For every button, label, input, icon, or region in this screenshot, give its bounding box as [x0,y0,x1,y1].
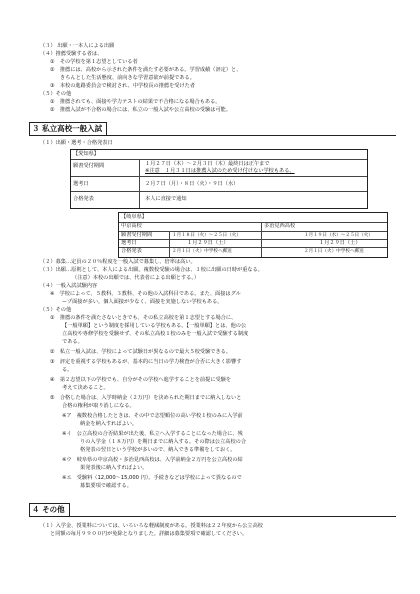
table-head: 願書受付期間 [121,232,153,238]
text-line: ※エ 受験料（12,000～15,000 円）。手続きなどは学校によって異なるので [62,475,242,481]
text-line: ② 推薦には、高校から示された条件を満たす必要がある。学習成績（評定）と、 [50,67,242,73]
table-label: 【愛知県】 [73,151,99,157]
text-line: りの入学金（１８万円）を期日までに納入する。その際は公立高校の合 [80,439,247,445]
text-line: ④ 第２志望以下の学校でも、自分がその学校へ進学することを前提に受験を [50,377,232,383]
text-line: ② 推薦入試が不合格の場合には、私立の一般入試や公立高校の受験は可能。 [50,107,232,113]
table-cell: １月２７日（木）～２月３日（木）最終日は正午まで [145,161,270,167]
table-cell: ２月１日（火）中学校へ郵送 [172,249,232,254]
text-line: ※ア 複数校合格したときは、その中で志望順位の高い学校１校のみに入学前 [62,413,243,419]
table-head: 選考日 [73,181,89,187]
section-heading: ３ 私立高校一般入試 [29,122,107,136]
text-line: ② 私立一般入試は、学校によって試験日が異なるので最大５校受験できる。 [50,349,232,355]
text-line: 【一般単願】という制度を採用している学校もある。【一般単願】とは、他の公 [62,323,247,329]
text-line: ③ 評定を重視する学校もあるが、基本的に当日の学力検査が合否に大きく影響す [50,359,242,365]
text-line: 納金を納入すればよい。 [80,421,138,427]
text-line: （３）出願…原則として、本人による出願。複数校受験の場合は、１校に出願の日時が重なる。 [40,267,263,273]
text-line: ⑤ 合格した場合は、入学時納金（２万円）を決められた期日までに納入しないと [50,395,242,401]
subsection-title: （１）出願・選考・合格発表日 [40,140,113,146]
text-line: 考えて決めること。 [62,385,109,391]
table-cell: 本人に直接で通知 [145,196,187,202]
text-line: 立高校や専修学校を受験せず、その私立高校１校のみを一般入試で受験する制度 [62,331,249,337]
table-head: 合格発表 [73,196,94,202]
text-line: 果発表後に納入すればよい。 [80,465,148,471]
table-label: 【岐阜県】 [121,214,147,220]
text-line: （１）入学金、授業料については、いろいろな軽減制度がある。授業料は２２年度から公立高校 [40,523,263,529]
text-line: ① その学校を第１志望としている者 [50,59,138,65]
text-line: ① 推薦されても、面接や学力テストの結果で不合格になる場合もある。 [50,99,221,105]
text-line: （２）募集…定員の２０％程度を一般入試で募集し、倍率は高い。 [40,259,196,265]
text-line: である。 [62,339,83,345]
section-rule [29,135,396,136]
section-heading: ４ その他 [29,503,70,517]
gifu-schedule-table [118,212,388,258]
text-line: 募集要項で確認する。 [80,483,132,489]
table-cell: １月１９日（水）～２５日（火） [304,233,373,238]
text-line: ※イ 公立高校の合否結果が出た後、私立へ入学することになった場合に、残 [62,431,243,437]
text-line: と同額の毎月９９００円が免除となりました。詳細は募集要項で確認してください。 [50,531,248,537]
text-line: （３） 出願・一本人による出願 [40,43,115,49]
section-rule [29,516,396,517]
text-line: （４）一般入試試験内容 [40,283,98,289]
text-line: きちんとした生活態度、前向きな学習意欲が前提である。 [60,75,195,81]
table-cell: ２月１日（火）中学校へ郵送 [304,249,364,254]
table-head: 願書受付期間 [73,163,105,169]
text-line: （４）推薦受験する者は、 [40,51,103,57]
aichi-schedule-table [70,149,368,209]
text-line: （注意）本校の出願では、代表者による出願とする。） [72,275,200,281]
table-cell: １月２９日（土） [319,240,361,246]
table-note: ※注意 １月３１日は推薦入試のため受け付けない学校もある。 [145,168,295,174]
table-cell: １月２９日（土） [187,240,229,246]
table-head: 合格発表 [121,248,142,254]
column-title: 多治見西高校 [264,223,296,229]
table-cell: ２月７日（月）・８日（火）・９日（水） [145,181,239,187]
text-line: る。 [62,367,73,373]
text-line: ③ 本校の進路委員会で検討され、中学校長の推薦を受けた者 [50,83,196,89]
text-line: 合格の権利が取り消しになる。 [62,403,135,409]
text-line: ※ウ 岐阜県の中京高校・多治見西高校は、入学前納金２万円を公立高校の結 [62,457,243,463]
text-line: （５）その他 [40,307,72,313]
text-line: ※ 学校によって、５教科、３教科、その他の入試科目である。また、面接はグル [50,291,241,297]
text-line: 格発表の翌日という学校が多いので、納入できる準備をしておく。 [80,447,236,453]
text-line: （５）その他 [40,91,72,97]
table-cell: １月１８日（火）～２５日（火） [172,233,241,238]
text-line: ープ面接が多い。個人面接が少なく、面接を実施しない学校もある。 [62,299,223,305]
column-title: 中京高校 [121,223,142,229]
text-line: ① 推薦の条件を満たさないときでも、その私立高校を第１志望とする場合に、 [50,315,237,321]
table-head: 選考日 [121,240,137,246]
